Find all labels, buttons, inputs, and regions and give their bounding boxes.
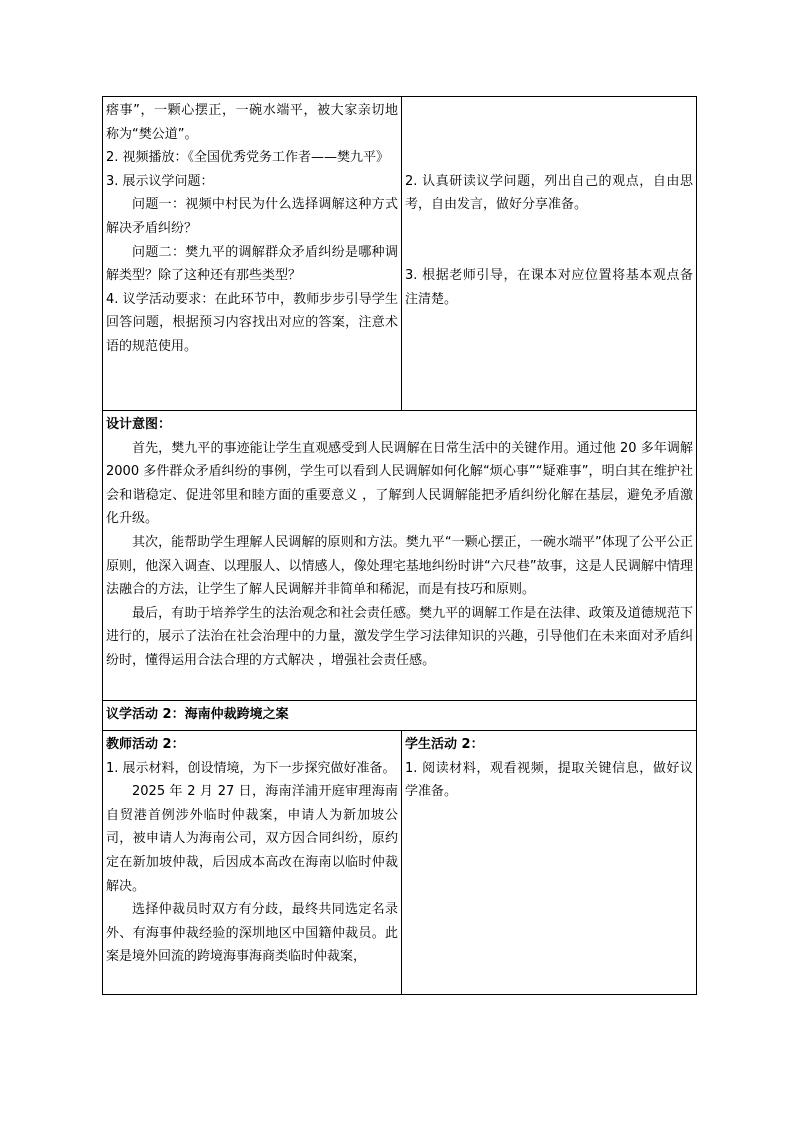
design-intent-cell [103,411,697,701]
design-paragraph-1: 首先，樊九平的事迹能让学生直观感受到人民调解在日常生活中的关键作用。通过他 20 多年调解 2000 多件群众矛盾纠纷的事例，学生可以看到人民调解如何化解“烦心事”“疑难事”，明白其在维护社会和谐稳定、促进邻里和睦方面的重要意义 ，了解到人民调解能把矛盾纠纷化解在基层，避免矛盾激化升级。 [106,440,693,527]
question-two: 问题二：樊九平的调解群众矛盾纠纷是哪种调解类型？除了这种还有那些类型？ [106,244,398,284]
spacer [405,146,693,170]
spacer [405,217,693,241]
case-material-1: 2025 年 2 月 27 日，海南洋浦开庭审理海南自贸港首例涉外临时仲裁案，申请人为新加坡公司，被申请人为海南公司，双方因合同纠纷，原约定在新加坡仲裁，后因成本高改在海南以临时仲裁解决。 [106,784,398,894]
design-intent-heading: 设计意图： [106,417,172,432]
student-step-2: 2. 认真研读议学问题，列出自己的观点，自由思考，自由发言，做好分享准备。 [405,173,693,213]
question-one: 问题一：视频中村民为什么选择调解这种方式解决矛盾纠纷？ [106,197,398,236]
activity1-row [103,97,697,411]
student-activity2-heading: 学生活动 2： [405,737,484,752]
teacher-activity2-heading: 教师活动 2： [106,737,185,752]
activity2-row [103,731,697,995]
lesson-plan-page [102,96,693,995]
student-activity1-cell [402,97,697,411]
lesson-plan-table [102,96,697,995]
intro-text: 瘩事”，一颗心摆正，一碗水端平，被大家亲切地称为“樊公道”。 [106,103,398,142]
activity-requirements: 4. 议学活动要求：在此环节中，教师步步引导学生回答问题，根据预习内容找出对应的答案，注意术语的规范使用。 [106,291,398,354]
teacher-activity2-cell [103,731,402,995]
design-paragraph-3: 最后，有助于培养学生的法治观念和社会责任感。樊九平的调解工作是在法律、政策及道德规范下进行的，展示了法治在社会治理中的力量，激发学生学习法律知识的兴趣，引导他们在未来面对矛盾纠纷时，懂得运用合法合理的方式解决 ，增强社会责任感。 [106,605,693,668]
activity2-title-row [103,701,697,731]
spacer [405,123,693,147]
show-questions-item: 3. 展示议学问题： [106,173,214,189]
video-item: 2. 视频播放：《全国优秀党务工作者——樊九平》 [106,150,390,166]
design-intent-row [103,411,697,701]
teacher-activity1-cell [103,97,402,411]
student-activity2-cell [402,731,697,995]
activity2-title: 议学活动 2：海南仲裁跨境之案 [103,701,697,731]
student-step-3: 3. 根据老师引导，在课本对应位置将基本观点备注清楚。 [405,268,693,307]
student-step-1: 1. 阅读材料，观看视频，提取关键信息，做好议学准备。 [405,760,693,800]
spacer [405,99,693,123]
case-material-2: 选择仲裁员时双方有分歧，最终共同选定名录外、有海事仲裁经验的深圳地区中国籍仲裁员。此案是境外回流的跨境海事海商类临时仲裁案， [106,902,398,965]
teacher-step-1: 1. 展示材料，创设情境，为下一步探究做好准备。 [106,760,396,776]
spacer [405,241,693,265]
design-paragraph-2: 其次，能帮助学生理解人民调解的原则和方法。樊九平“一颗心摆正，一碗水端平”体现了公平公正原则，他深入调查、以理服人、以情感人，像处理宅基地纠纷时讲“六尺巷”故事，这是人民调解中情理法融合的方法，让学生了解人民调解并非简单和稀泥，而是有技巧和原则。 [106,534,693,598]
